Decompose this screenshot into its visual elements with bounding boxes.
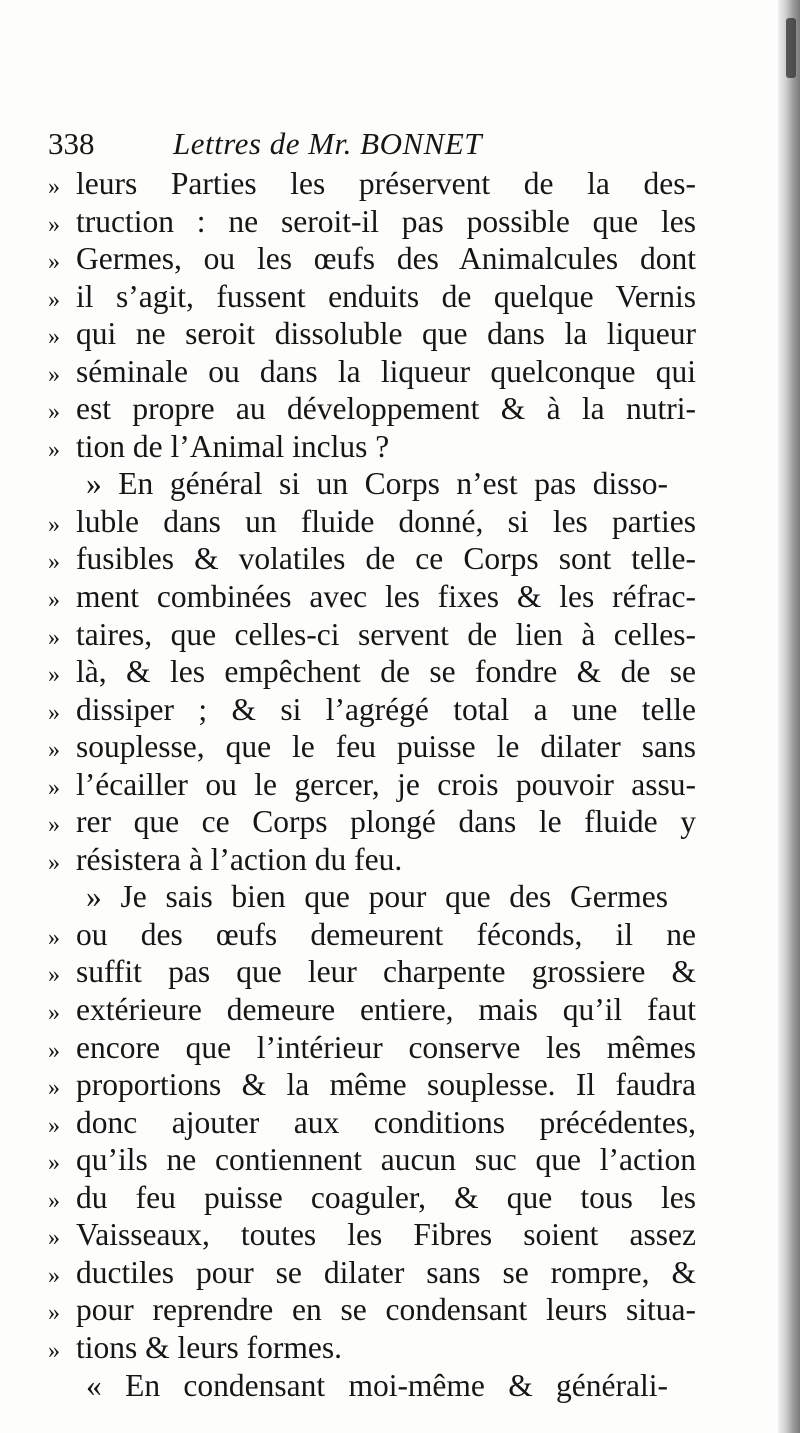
page-header bbox=[48, 118, 748, 170]
line-text: Germes, ou les œufs des Animalcules dont bbox=[76, 241, 696, 277]
text-line bbox=[48, 616, 768, 654]
quote-mark: » bbox=[48, 1150, 60, 1177]
text-line bbox=[48, 1291, 768, 1329]
quote-mark: » bbox=[48, 511, 60, 538]
quote-mark: » bbox=[48, 174, 60, 200]
text-line bbox=[48, 1066, 768, 1104]
line-text: fusibles & volatiles de ce Corps sont telle- bbox=[76, 541, 696, 577]
line-text: du feu puisse coaguler, & que tous les bbox=[76, 1179, 696, 1215]
text-line bbox=[48, 465, 768, 503]
quote-mark: » bbox=[48, 1075, 60, 1102]
line-text: résistera à l’action du feu. bbox=[76, 841, 403, 877]
text-line bbox=[48, 315, 768, 353]
line-text: luble dans un fluide donné, si les parties bbox=[76, 503, 696, 539]
quote-mark: » bbox=[48, 361, 60, 388]
text-line bbox=[48, 766, 768, 804]
quote-mark: » bbox=[48, 1225, 60, 1252]
quote-mark: » bbox=[48, 1187, 60, 1214]
line-text: souplesse, que le feu puisse le dilater sans bbox=[76, 729, 696, 765]
quote-mark: » bbox=[48, 1262, 60, 1289]
text-line bbox=[48, 1179, 768, 1217]
text-line bbox=[48, 203, 768, 241]
text-line bbox=[48, 540, 768, 578]
quote-mark: » bbox=[48, 399, 60, 426]
quote-mark: » bbox=[48, 924, 60, 951]
page-number: 338 bbox=[48, 126, 95, 161]
text-line bbox=[48, 1029, 768, 1067]
text-line bbox=[48, 165, 768, 203]
line-text: rer que ce Corps plongé dans le fluide y bbox=[76, 804, 696, 840]
line-text: il s’agit, fussent enduits de quelque Vernis bbox=[76, 278, 696, 314]
text-line bbox=[48, 1104, 768, 1142]
text-line bbox=[48, 278, 768, 316]
text-line bbox=[48, 1329, 768, 1367]
line-text: donc ajouter aux conditions précédentes, bbox=[76, 1104, 696, 1140]
line-text: est propre au développement & à la nutri- bbox=[76, 391, 696, 427]
line-text: » Je sais bien que pour que des Germes bbox=[86, 879, 668, 915]
line-text: qu’ils ne contiennent aucun suc que l’action bbox=[76, 1142, 696, 1178]
text-line bbox=[48, 841, 768, 879]
text-line bbox=[48, 878, 768, 916]
line-text: ment combinées avec les fixes & les réfrac- bbox=[76, 579, 696, 615]
text-line bbox=[48, 803, 768, 841]
quote-mark: » bbox=[48, 849, 60, 876]
text-line bbox=[48, 240, 768, 278]
quote-mark: » bbox=[48, 1112, 60, 1139]
line-text: dissiper ; & si l’agrégé total a une telle bbox=[76, 691, 696, 727]
quote-mark: » bbox=[48, 774, 60, 801]
text-line bbox=[48, 503, 768, 541]
quote-mark: » bbox=[48, 662, 60, 689]
text-line bbox=[48, 728, 768, 766]
running-title: Lettres de Mr. BONNET bbox=[173, 126, 483, 161]
line-text: Vaisseaux, toutes les Fibres soient assez bbox=[76, 1217, 696, 1253]
line-text: séminale ou dans la liqueur quelconque qui bbox=[76, 353, 696, 389]
quote-mark: » bbox=[48, 737, 60, 764]
quote-mark: » bbox=[48, 1337, 60, 1364]
body-text bbox=[48, 165, 768, 1404]
text-line bbox=[48, 1141, 768, 1179]
quote-mark: » bbox=[48, 812, 60, 839]
line-text: proportions & la même souplesse. Il faudra bbox=[76, 1067, 696, 1103]
line-text: truction : ne seroit-il pas possible que les bbox=[76, 203, 696, 239]
line-text: » En général si un Corps n’est pas disso- bbox=[86, 466, 668, 502]
line-text: leurs Parties les préservent de la des- bbox=[76, 166, 696, 201]
quote-mark: » bbox=[48, 249, 60, 276]
text-line bbox=[48, 1367, 768, 1405]
line-text: pour reprendre en se condensant leurs situa- bbox=[76, 1292, 696, 1328]
text-line bbox=[48, 691, 768, 729]
line-text: taires, que celles-ci servent de lien à celles- bbox=[76, 616, 696, 652]
text-line bbox=[48, 390, 768, 428]
quote-mark: » bbox=[48, 962, 60, 989]
quote-mark: » bbox=[48, 1300, 60, 1327]
quote-mark: » bbox=[48, 324, 60, 351]
line-text: suffit pas que leur charpente grossiere & bbox=[76, 954, 696, 990]
text-line bbox=[48, 1254, 768, 1292]
text-line bbox=[48, 1216, 768, 1254]
line-text: tion de l’Animal inclus ? bbox=[76, 428, 390, 464]
text-line bbox=[48, 953, 768, 991]
quote-mark: » bbox=[48, 286, 60, 313]
quote-mark: » bbox=[48, 699, 60, 726]
text-line bbox=[48, 991, 768, 1029]
line-text: ou des œufs demeurent féconds, il ne bbox=[76, 916, 696, 952]
line-text: encore que l’intérieur conserve les mêmes bbox=[76, 1029, 696, 1065]
edge-mark bbox=[786, 18, 796, 78]
text-line bbox=[48, 916, 768, 954]
quote-mark: » bbox=[48, 1037, 60, 1064]
line-text: tions & leurs formes. bbox=[76, 1329, 342, 1365]
text-line bbox=[48, 428, 768, 466]
line-text: là, & les empêchent de se fondre & de se bbox=[76, 654, 696, 690]
page-edge-shadow bbox=[778, 0, 800, 1433]
line-text: « En condensant moi-même & générali- bbox=[86, 1367, 668, 1403]
text-line bbox=[48, 578, 768, 616]
quote-mark: » bbox=[48, 587, 60, 614]
text-line bbox=[48, 653, 768, 691]
line-text: l’écailler ou le gercer, je crois pouvoir assu- bbox=[76, 766, 696, 802]
quote-mark: » bbox=[48, 624, 60, 651]
text-line bbox=[48, 353, 768, 391]
line-text: ductiles pour se dilater sans se rompre, & bbox=[76, 1254, 696, 1290]
quote-mark: » bbox=[48, 549, 60, 576]
quote-mark: » bbox=[48, 211, 60, 238]
line-text: qui ne seroit dissoluble que dans la liqueur bbox=[76, 316, 696, 352]
quote-mark: » bbox=[48, 1000, 60, 1027]
line-text: extérieure demeure entiere, mais qu’il faut bbox=[76, 992, 696, 1028]
quote-mark: » bbox=[48, 436, 60, 463]
